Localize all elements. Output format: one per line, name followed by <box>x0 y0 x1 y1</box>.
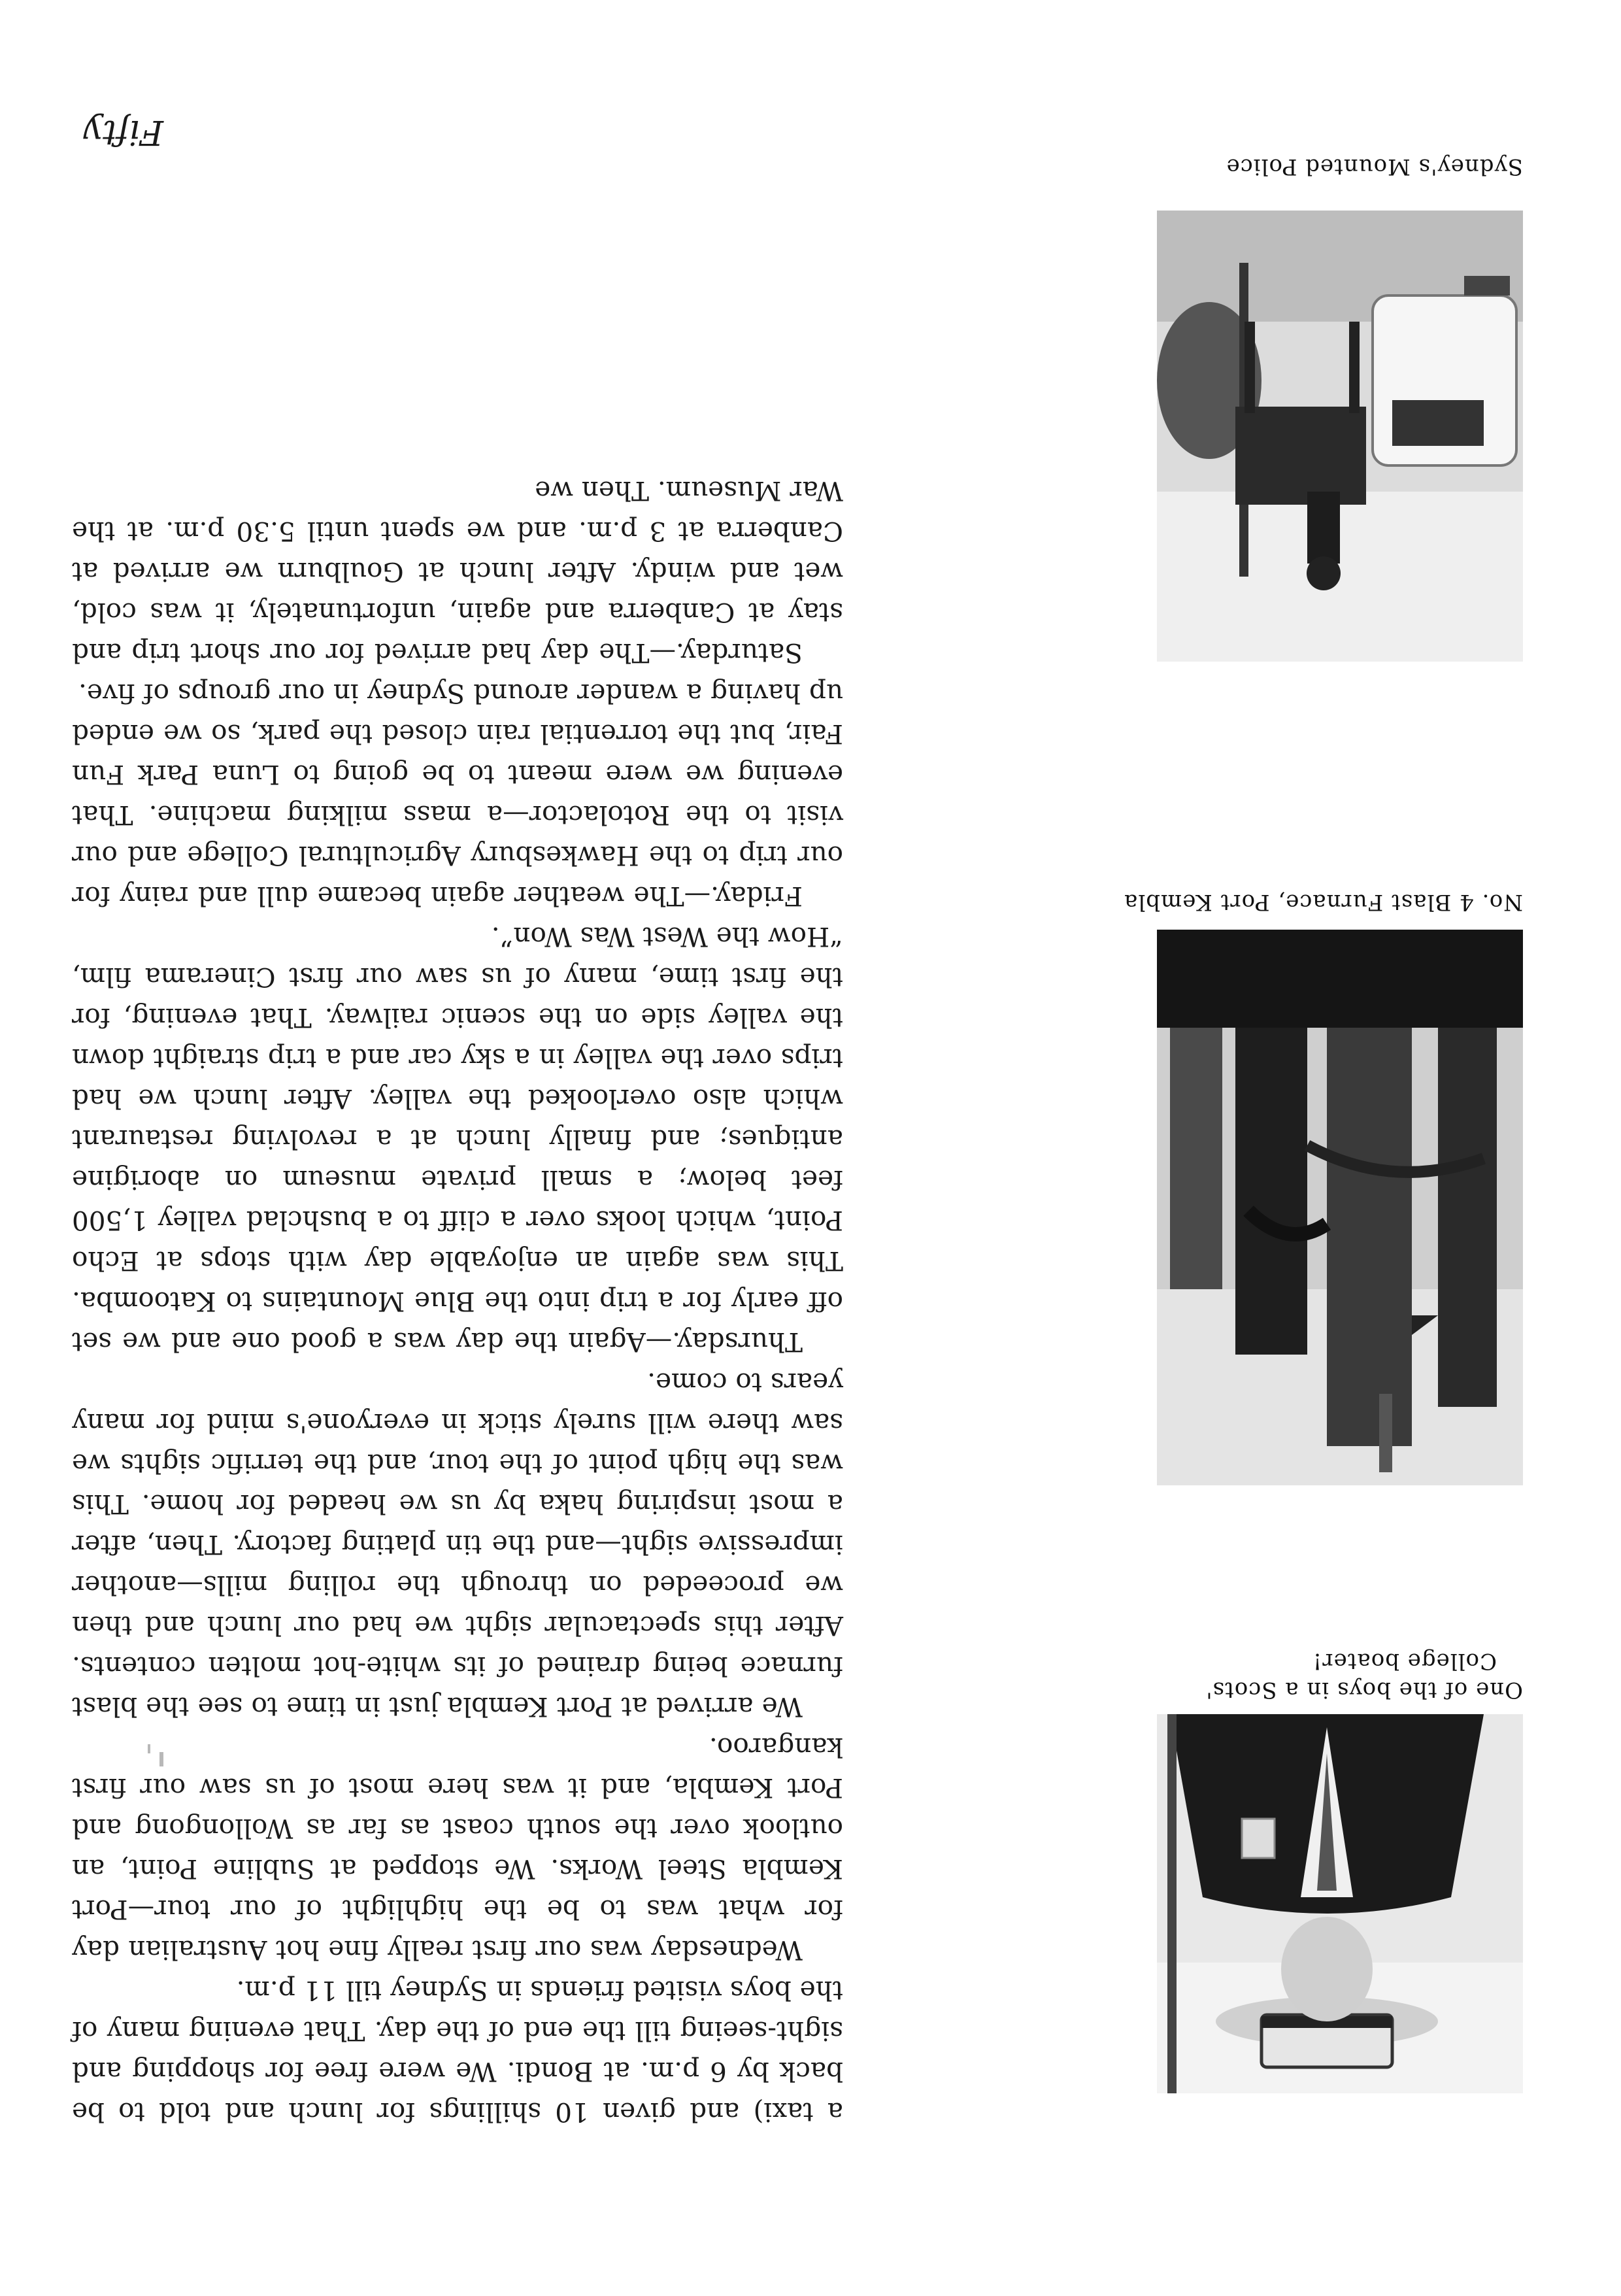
photo-blast-furnace <box>1157 930 1523 1485</box>
caption-line: College boater! <box>1312 1648 1497 1674</box>
paragraph: We arrived at Port Kembla just in time to see the blast furnace being drained of its white-hot molten contents. After this spectacular sight we had our lunch and then we proceeded on through the rolling mills—another impressive sight—and the tin plating factory. Then, after a most inspiring haka by us we headed for home. This was the high point of the tour, and the terrific sights we saw there will surely stick in everyone's mind for many years to come. <box>72 1367 843 1723</box>
photo-scots-college-boy <box>1157 1714 1523 2093</box>
caption-blast-furnace <box>1111 888 1523 917</box>
paragraph: Wednesday was our first really fine hot Australian day for what was to be the highlight of our tour—Port Kembla Steel Works. We stopped at Subline Point, an outlook over the south coast as far as Wollongong and Port Kembla, and it was here most of us saw our first kangaroo. <box>72 1732 843 1966</box>
photo-mounted-police <box>1157 211 1523 662</box>
caption-line: No. 4 Blast Furnace, Port Kembla <box>1124 889 1523 915</box>
blast-furnace-image <box>1157 930 1523 1485</box>
caption-line: One of the boys in a Scots' <box>1205 1677 1523 1703</box>
article-text-column <box>72 471 843 2133</box>
scan-mark <box>159 1752 163 1766</box>
mounted-police-image <box>1157 211 1523 662</box>
paragraph: Saturday.—The day had arrived for our short trip and stay at Canberra and again, unfortunately, it was cold, wet and windy. After lunch at Goulburn we arrived at Canberra at 3 p.m. and we spent until 5.30 p.m. at the War Museum. Then we <box>72 475 843 669</box>
scan-mark <box>148 1744 150 1753</box>
paragraph: Friday.—The weather again became dull and rainy for our trip to the Hawkesbury Agricultural College and our visit to the Rotolactor—a mass milking machine. That evening we were meant to be going to Luna Park Fun Fair, but the torrential rain closed the park, so we ended up having a wander around Sydney in our groups of five. <box>72 678 843 912</box>
caption-scots-college <box>1111 1647 1523 1704</box>
paragraph: a taxi) and given 10 shillings for lunch and told to be back by 6 p.m. at Bondi. We were free for shopping and sight-seeing till the end of the day. That evening many of the boys visited friends in Sydney till 11 p.m. <box>72 1975 843 2128</box>
caption-mounted-police <box>1111 152 1523 181</box>
caption-line: Sydney's Mounted Police <box>1226 154 1523 180</box>
paragraph: Thursday.—Again the day was a good one and we set off early for a trip into the Blue Mountains to Katoomba. This was again an enjoyable day with stops at Echo Point, which looks over a cliff to a bushclad valley 1,500 feet below; a small private museum on aborigine antiques; and finally lunch at a revolving restaurant which also overlooked the valley. After lunch we had trips over the valley in a sky car and a trip straight down the valley side on the scenic railway. That evening, for the first time, many of us saw our first Cinerama film, “How the West Was Won”. <box>72 921 843 1358</box>
scots-college-boy-image <box>1157 1714 1523 2093</box>
page-number: Fifty <box>83 112 163 152</box>
